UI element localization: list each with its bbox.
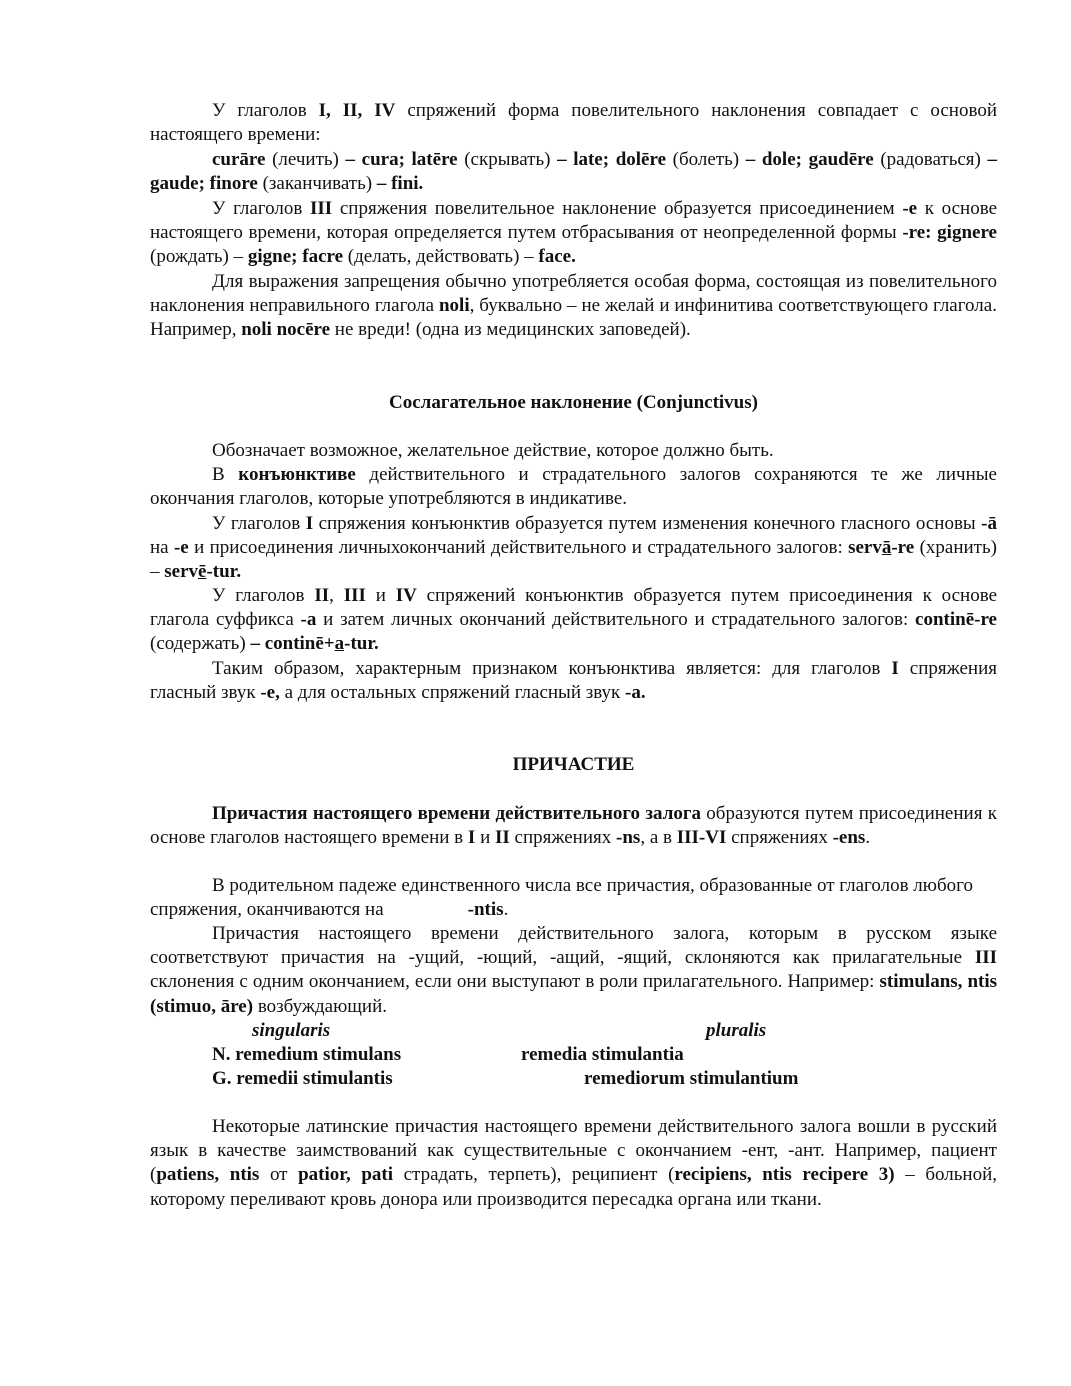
conjunctivus-paragraph-5: Таким образом, характерным признаком конъюнктива является: для глаголов I спряжения гласный звук -e, а для остальных спряжений гласный звук -a.	[150, 658, 997, 704]
row-nominative-singular: N. remedium stimulans	[212, 1044, 402, 1065]
participle-paragraph-4: Некоторые латинские причастия настоящего времени действительного залога вошли в русский язык в качестве заимствований как существительные с окончанием -ент, -ант. Например, пациент (patiens, ntis от patior, pati страдать, терпеть), реципиент (recipiens, ntis recipere 3) – больной, которому переливают кровь донора или производится пересадка органа или ткани.	[150, 1116, 997, 1210]
imperative-examples: curāre (лечить) – cura; latēre (скрывать) – late; dolēre (болеть) – dole; gaudēre (радоваться) – gaude; finore (заканчивать) – fini.	[150, 149, 997, 195]
participle-paragraph-3: Причастия настоящего времени действительного залога, которым в русском языке соответствуют причастия на -ущий, -ющий, -ащий, -ящий, склоняются как прилагательные III склонения с одним окончанием, если они выступают в роли прилагательного. Например: stimulans, ntis (stimuo, āre) возбуждающий.	[150, 923, 998, 1017]
participle-heading: ПРИЧАСТИЕ	[512, 754, 635, 775]
row-genitive-singular: G. remedii stimulantis	[212, 1068, 393, 1089]
imperative-paragraph-4: Для выражения запрещения обычно употребляется особая форма, состоящая из повелительного наклонения неправильного глагола noli, буквально – не желай и инфинитива соответствующего глагола. Например, noli nocēre не вреди! (одна из медицинских заповедей).	[150, 271, 997, 341]
row-genitive-plural: remediorum stimulantium	[584, 1068, 799, 1089]
conjunctivus-paragraph-2: В конъюнктиве действительного и страдательного залогов сохраняются те же личные окончания глаголов, которые употребляются в индикативе.	[150, 464, 997, 510]
row-nominative-plural: remedia stimulantia	[521, 1044, 684, 1065]
participle-paragraph-2: В родительном падеже единственного числа все причастия, образованные от глаголов любого спряжения, оканчиваются на -ntis.	[150, 875, 973, 921]
singular-header: singularis	[252, 1020, 331, 1041]
conjunctivus-heading: Сослагательное наклонение (Conjunctivus)	[389, 392, 758, 413]
imperative-paragraph-1: У глаголов I, II, IV спряжений форма повелительного наклонения совпадает с основой настоящего времени:	[150, 100, 997, 146]
imperative-paragraph-3: У глаголов III спряжения повелительное наклонение образуется присоединением -e к основе настоящего времени, которая определяется путем отбрасывания от неопределенной формы -re: gignere (рождать) – gigne; facre (делать, действовать) – face.	[150, 198, 998, 268]
conjunctivus-paragraph-1: Обозначает возможное, желательное действие, которое должно быть.	[212, 440, 774, 461]
conjunctivus-paragraph-4: У глаголов II, III и IV спряжений конъюнктив образуется путем присоединения к основе глагола суффикса -a и затем личных окончаний действительного и страдательного залогов: continē-re (содержать) – continē+a-tur.	[150, 585, 998, 655]
participle-paragraph-1: Причастия настоящего времени действительного залога образуются путем присоединения к основе глаголов настоящего времени в I и II спряжениях -ns, а в III-VI спряжениях -ens.	[150, 803, 998, 849]
conjunctivus-paragraph-3: У глаголов I спряжения конъюнктив образуется путем изменения конечного гласного основы -ā на -e и присоединения личныхокончаний действительного и страдательного залогов: servā-re (хранить) – servē-tur.	[150, 513, 997, 583]
plural-header: pluralis	[706, 1020, 767, 1041]
